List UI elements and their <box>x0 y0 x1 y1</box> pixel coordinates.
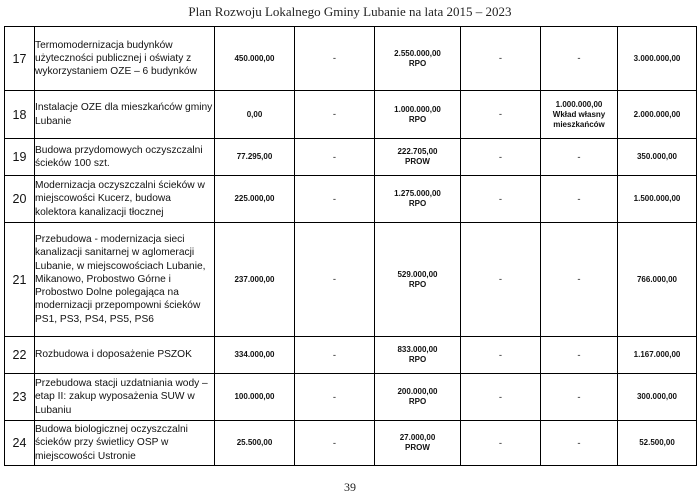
task-name: Budowa przydomowych oczyszczalni ścieków 100 szt. <box>35 139 215 176</box>
table-row <box>5 139 697 176</box>
residents-contribution <box>541 91 618 139</box>
empty-cell: - <box>461 421 541 466</box>
task-name: Termomodernizacja budynków użyteczności publicznej i oświaty z wykorzystaniem OZE – 6 budynków <box>35 27 215 91</box>
empty-cell: - <box>541 139 618 176</box>
table-row <box>5 421 697 466</box>
empty-cell: - <box>295 91 375 139</box>
own-funds: 0,00 <box>215 91 295 139</box>
external-funds-amount: 27.000,00 <box>399 433 436 442</box>
external-funds <box>375 337 461 374</box>
external-funds <box>375 421 461 466</box>
external-funds <box>375 139 461 176</box>
external-funds-source: PROW <box>405 443 430 452</box>
page-header: Plan Rozwoju Lokalnego Gminy Lubanie na lata 2015 – 2023 <box>188 4 512 19</box>
task-name: Przebudowa - modernizacja sieci kanalizacji sanitarnej w aglomeracji Lubanie, w miejscowościach Lubanie, Mikanowo, Probostwo Górne i Probostwo Dolne polegająca na modernizacji przepompowni ścieków PS1, PS3, PS4, PS5, PS6 <box>35 223 215 337</box>
total-value: 766.000,00 <box>618 223 697 337</box>
external-funds-source: RPO <box>408 199 427 208</box>
residents-contribution-label: Wkład własny mieszkańców <box>552 109 606 129</box>
empty-cell: - <box>541 374 618 421</box>
empty-cell: - <box>295 421 375 466</box>
empty-cell: - <box>295 337 375 374</box>
external-funds-source: PROW <box>405 157 430 166</box>
row-number: 19 <box>5 139 35 176</box>
empty-cell: - <box>295 139 375 176</box>
external-funds-source: RPO <box>408 397 427 406</box>
total-value: 52.500,00 <box>618 421 697 466</box>
external-funds <box>375 223 461 337</box>
total-value: 1.167.000,00 <box>618 337 697 374</box>
row-number: 20 <box>5 176 35 223</box>
own-funds: 100.000,00 <box>215 374 295 421</box>
external-funds-amount: 200.000,00 <box>397 387 438 396</box>
empty-cell: - <box>541 223 618 337</box>
empty-cell: - <box>461 139 541 176</box>
own-funds: 334.000,00 <box>215 337 295 374</box>
empty-cell: - <box>461 176 541 223</box>
external-funds-source: RPO <box>408 355 427 364</box>
table-row <box>5 337 697 374</box>
empty-cell: - <box>461 223 541 337</box>
external-funds-source: RPO <box>408 114 427 124</box>
page-number: 39 <box>344 480 356 494</box>
row-number: 18 <box>5 91 35 139</box>
table-row <box>5 27 697 91</box>
empty-cell: - <box>295 176 375 223</box>
row-number: 21 <box>5 223 35 337</box>
task-name: Budowa biologicznej oczyszczalni ścieków przy świetlicy OSP w miejscowości Ustronie <box>35 421 215 466</box>
own-funds: 450.000,00 <box>215 27 295 91</box>
external-funds-amount: 2.550.000,00 <box>394 48 441 58</box>
external-funds-amount: 833.000,00 <box>397 345 438 354</box>
external-funds-amount: 1.275.000,00 <box>394 189 441 198</box>
empty-cell: - <box>461 27 541 91</box>
own-funds: 237.000,00 <box>215 223 295 337</box>
table-row <box>5 176 697 223</box>
external-funds-amount: 529.000,00 <box>397 269 438 279</box>
external-funds-source: RPO <box>408 279 427 289</box>
own-funds: 25.500,00 <box>215 421 295 466</box>
empty-cell: - <box>541 176 618 223</box>
empty-cell: - <box>295 374 375 421</box>
empty-cell: - <box>461 374 541 421</box>
total-value: 3.000.000,00 <box>618 27 697 91</box>
row-number: 24 <box>5 421 35 466</box>
empty-cell: - <box>295 27 375 91</box>
table-row <box>5 223 697 337</box>
total-value: 2.000.000,00 <box>618 91 697 139</box>
external-funds-amount: 222.705,00 <box>397 147 438 156</box>
task-name: Instalacje OZE dla mieszkańców gminy Lubanie <box>35 91 215 139</box>
empty-cell: - <box>295 223 375 337</box>
external-funds-amount: 1.000.000,00 <box>394 104 441 114</box>
own-funds: 225.000,00 <box>215 176 295 223</box>
row-number: 17 <box>5 27 35 91</box>
table-row <box>5 91 697 139</box>
empty-cell: - <box>541 421 618 466</box>
external-funds <box>375 374 461 421</box>
row-number: 23 <box>5 374 35 421</box>
task-name: Przebudowa stacji uzdatniania wody – etap II: zakup wyposażenia SUW w Lubaniu <box>35 374 215 421</box>
empty-cell: - <box>461 337 541 374</box>
total-value: 350.000,00 <box>618 139 697 176</box>
task-name: Modernizacja oczyszczalni ścieków w miejscowości Kucerz, budowa kolektora kanalizacji tłocznej <box>35 176 215 223</box>
empty-cell: - <box>541 27 618 91</box>
table-row <box>5 374 697 421</box>
external-funds <box>375 27 461 91</box>
external-funds <box>375 91 461 139</box>
task-name: Rozbudowa i doposażenie PSZOK <box>35 337 215 374</box>
external-funds <box>375 176 461 223</box>
total-value: 1.500.000,00 <box>618 176 697 223</box>
total-value: 300.000,00 <box>618 374 697 421</box>
residents-contribution-amount: 1.000.000,00 <box>555 99 603 109</box>
empty-cell: - <box>541 337 618 374</box>
own-funds: 77.295,00 <box>215 139 295 176</box>
empty-cell: - <box>461 91 541 139</box>
row-number: 22 <box>5 337 35 374</box>
external-funds-source: RPO <box>408 58 427 68</box>
investment-table <box>4 26 697 466</box>
